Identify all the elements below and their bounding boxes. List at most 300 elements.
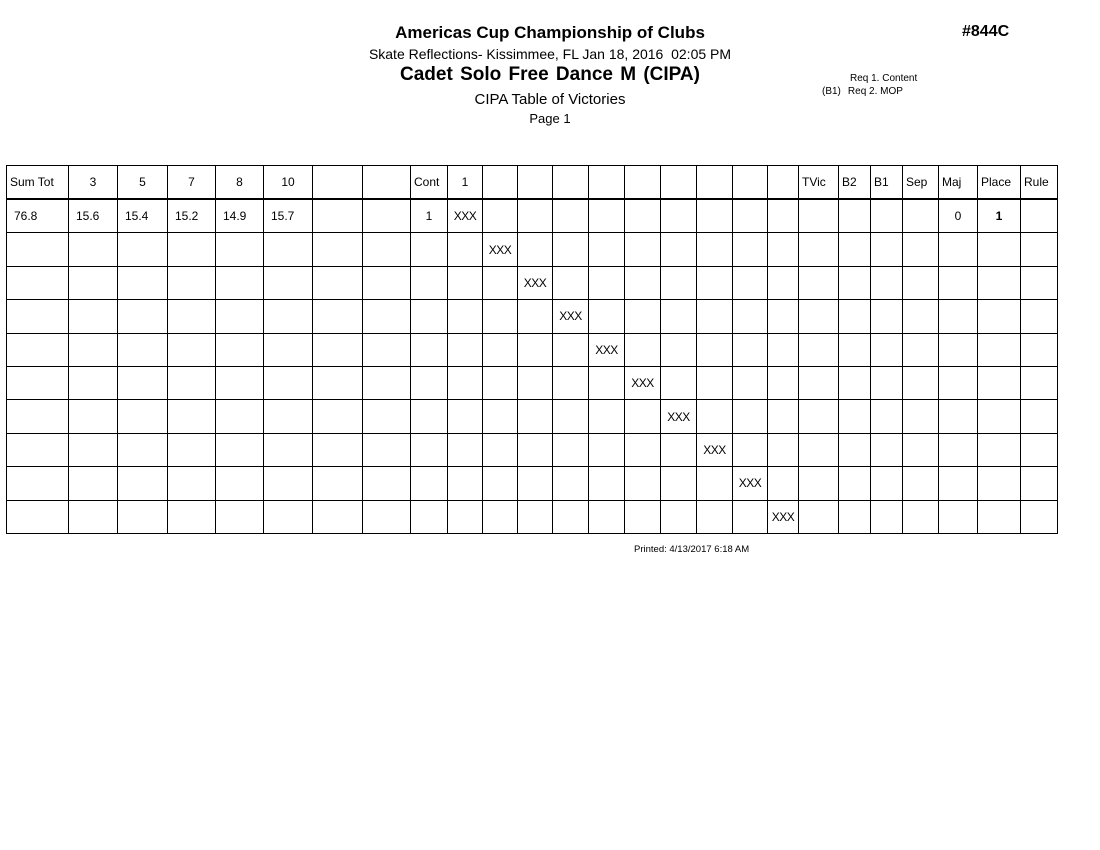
table-cell — [411, 266, 448, 299]
table-cell: 15.2 — [168, 199, 216, 233]
table-cell — [168, 433, 216, 466]
table-cell — [69, 467, 118, 500]
column-header-7: 7 — [168, 166, 216, 200]
table-cell — [733, 500, 768, 533]
table-cell — [7, 467, 69, 500]
table-cell — [625, 467, 661, 500]
page-title: Americas Cup Championship of Clubs — [395, 23, 705, 42]
table-cell — [625, 300, 661, 333]
table-cell — [363, 467, 411, 500]
table-cell — [589, 366, 625, 399]
table-cell — [553, 199, 589, 233]
column-header-blank — [661, 166, 697, 200]
table-cell — [363, 500, 411, 533]
table-cell — [518, 433, 553, 466]
table-cell — [7, 366, 69, 399]
table-row — [7, 400, 1058, 433]
table-cell — [697, 300, 733, 333]
table-cell — [839, 500, 871, 533]
table-cell — [589, 467, 625, 500]
table-cell — [7, 266, 69, 299]
table-cell — [939, 333, 978, 366]
table-cell — [518, 366, 553, 399]
table-cell — [871, 366, 903, 399]
table-cell — [697, 199, 733, 233]
table-cell — [871, 233, 903, 266]
column-header-blank — [697, 166, 733, 200]
table-cell — [216, 433, 264, 466]
table-cell — [697, 266, 733, 299]
column-header-blank — [363, 166, 411, 200]
table-cell — [7, 433, 69, 466]
table-cell — [168, 233, 216, 266]
printed-timestamp: Printed: 4/13/2017 6:18 AM — [634, 544, 750, 555]
self-cell-marker: XXX — [553, 300, 589, 333]
table-cell — [871, 400, 903, 433]
table-cell — [978, 400, 1021, 433]
table-cell — [768, 400, 799, 433]
table-cell — [733, 266, 768, 299]
table-cell — [768, 199, 799, 233]
table-row — [7, 366, 1058, 399]
table-cell — [768, 433, 799, 466]
table-cell — [661, 366, 697, 399]
table-cell — [168, 266, 216, 299]
table-cell — [978, 467, 1021, 500]
table-cell — [518, 500, 553, 533]
table-cell — [411, 333, 448, 366]
table-cell — [871, 199, 903, 233]
table-cell — [1021, 366, 1058, 399]
table-cell — [553, 233, 589, 266]
table-cell — [733, 433, 768, 466]
table-cell — [978, 233, 1021, 266]
table-cell — [661, 199, 697, 233]
table-cell — [118, 433, 168, 466]
table-cell — [978, 433, 1021, 466]
table-cell — [448, 300, 483, 333]
table-cell — [768, 300, 799, 333]
table-cell — [264, 400, 313, 433]
report-type-title: CIPA Table of Victories — [474, 91, 626, 108]
table-cell: 15.7 — [264, 199, 313, 233]
column-header-sum-tot: Sum Tot — [7, 166, 69, 200]
table-cell — [313, 233, 363, 266]
table-cell — [448, 400, 483, 433]
table-cell — [448, 500, 483, 533]
victories-table — [6, 165, 1058, 534]
table-cell: 14.9 — [216, 199, 264, 233]
table-cell — [363, 233, 411, 266]
table-cell — [448, 233, 483, 266]
table-cell — [264, 233, 313, 266]
table-cell — [839, 366, 871, 399]
table-cell — [313, 400, 363, 433]
table-cell — [168, 400, 216, 433]
table-cell — [839, 199, 871, 233]
table-cell — [1021, 433, 1058, 466]
table-cell — [118, 366, 168, 399]
column-header-blank — [313, 166, 363, 200]
table-cell — [697, 366, 733, 399]
table-cell — [799, 467, 839, 500]
table-cell — [768, 233, 799, 266]
table-cell — [625, 199, 661, 233]
table-cell — [216, 233, 264, 266]
table-cell — [264, 266, 313, 299]
table-cell — [411, 233, 448, 266]
requirement-2-label: Req 2. MOP — [847, 86, 903, 97]
table-cell — [118, 233, 168, 266]
table-cell — [69, 300, 118, 333]
table-cell — [697, 500, 733, 533]
column-header-blank — [733, 166, 768, 200]
requirement-1: Req 1. Content — [850, 73, 918, 84]
table-cell — [553, 400, 589, 433]
table-cell — [625, 266, 661, 299]
table-cell — [483, 467, 518, 500]
table-cell — [483, 433, 518, 466]
table-cell — [903, 433, 939, 466]
table-row — [7, 467, 1058, 500]
column-header-8: 8 — [216, 166, 264, 200]
table-cell — [939, 300, 978, 333]
column-header-tvic: TVic — [799, 166, 839, 200]
column-header-place: Place — [978, 166, 1021, 200]
table-cell — [448, 433, 483, 466]
table-cell — [518, 333, 553, 366]
table-cell — [939, 500, 978, 533]
table-cell — [216, 333, 264, 366]
table-cell — [589, 300, 625, 333]
table-cell — [1021, 400, 1058, 433]
table-cell — [313, 199, 363, 233]
table-cell — [661, 300, 697, 333]
table-cell — [518, 233, 553, 266]
table-cell — [697, 233, 733, 266]
table-cell — [625, 400, 661, 433]
table-row — [7, 233, 1058, 266]
table-cell — [903, 233, 939, 266]
table-cell — [411, 400, 448, 433]
table-cell — [553, 366, 589, 399]
table-cell — [168, 366, 216, 399]
table-cell — [799, 366, 839, 399]
table-cell — [264, 366, 313, 399]
table-cell — [903, 400, 939, 433]
table-cell — [799, 199, 839, 233]
table-cell — [518, 400, 553, 433]
table-cell — [871, 333, 903, 366]
table-cell — [483, 300, 518, 333]
table-cell — [661, 467, 697, 500]
table-cell — [589, 433, 625, 466]
column-header-sep: Sep — [903, 166, 939, 200]
table-cell — [7, 400, 69, 433]
table-cell: 0 — [939, 199, 978, 233]
competition-code: #844C — [962, 23, 1010, 40]
table-cell — [839, 433, 871, 466]
table-cell — [589, 500, 625, 533]
table-cell — [313, 433, 363, 466]
table-cell — [697, 400, 733, 433]
column-header-blank — [625, 166, 661, 200]
table-cell — [448, 266, 483, 299]
column-header-b1: B1 — [871, 166, 903, 200]
table-cell — [69, 400, 118, 433]
self-cell-marker: XXX — [625, 366, 661, 399]
table-row — [7, 500, 1058, 533]
table-row — [7, 433, 1058, 466]
table-row — [7, 266, 1058, 299]
table-cell — [69, 500, 118, 533]
table-cell — [871, 500, 903, 533]
table-cell: 15.4 — [118, 199, 168, 233]
requirements-block — [822, 72, 917, 98]
table-cell — [168, 500, 216, 533]
table-cell — [939, 233, 978, 266]
table-cell — [69, 433, 118, 466]
table-cell — [589, 233, 625, 266]
table-cell — [589, 199, 625, 233]
table-cell — [839, 333, 871, 366]
table-row — [7, 300, 1058, 333]
table-cell — [903, 467, 939, 500]
column-header-blank — [483, 166, 518, 200]
column-header-blank — [553, 166, 589, 200]
table-cell — [216, 400, 264, 433]
column-header-maj: Maj — [939, 166, 978, 200]
table-cell — [264, 300, 313, 333]
table-cell: 1 — [978, 199, 1021, 233]
table-cell — [216, 467, 264, 500]
table-cell — [768, 333, 799, 366]
table-cell — [483, 333, 518, 366]
table-cell — [768, 467, 799, 500]
column-header-blank — [518, 166, 553, 200]
table-cell — [448, 366, 483, 399]
event-title: Cadet Solo Free Dance M (CIPA) — [400, 64, 700, 85]
table-cell — [589, 266, 625, 299]
table-cell — [168, 300, 216, 333]
table-cell — [903, 366, 939, 399]
column-header-3: 3 — [69, 166, 118, 200]
table-cell — [903, 199, 939, 233]
table-cell — [939, 467, 978, 500]
table-cell — [363, 400, 411, 433]
self-cell-marker: XXX — [589, 333, 625, 366]
table-row — [7, 333, 1058, 366]
table-cell — [264, 333, 313, 366]
table-cell — [7, 500, 69, 533]
table-cell — [216, 500, 264, 533]
table-cell — [69, 333, 118, 366]
table-cell — [839, 266, 871, 299]
self-cell-marker: XXX — [518, 266, 553, 299]
table-cell: 1 — [411, 199, 448, 233]
requirement-2 — [822, 85, 917, 98]
self-cell-marker: XXX — [697, 433, 733, 466]
table-cell — [483, 199, 518, 233]
table-cell — [733, 199, 768, 233]
table-cell — [1021, 333, 1058, 366]
table-cell — [871, 266, 903, 299]
table-cell — [553, 333, 589, 366]
self-cell-marker: XXX — [661, 400, 697, 433]
table-cell — [553, 266, 589, 299]
table-cell — [939, 366, 978, 399]
table-cell — [264, 433, 313, 466]
table-cell — [168, 333, 216, 366]
table-cell — [411, 300, 448, 333]
table-cell — [799, 300, 839, 333]
self-cell-marker: XXX — [448, 199, 483, 233]
table-cell — [799, 433, 839, 466]
table-cell — [483, 400, 518, 433]
table-cell — [448, 467, 483, 500]
table-cell — [313, 500, 363, 533]
table-cell — [978, 300, 1021, 333]
table-cell — [1021, 266, 1058, 299]
table-cell — [264, 467, 313, 500]
table-cell — [7, 333, 69, 366]
column-header-blank — [768, 166, 799, 200]
table-cell — [939, 400, 978, 433]
table-cell — [1021, 467, 1058, 500]
table-cell — [313, 300, 363, 333]
table-cell — [903, 333, 939, 366]
self-cell-marker: XXX — [768, 500, 799, 533]
table-cell — [839, 400, 871, 433]
column-header-10: 10 — [264, 166, 313, 200]
table-cell — [118, 266, 168, 299]
table-cell — [661, 500, 697, 533]
table-row — [7, 199, 1058, 233]
table-cell — [483, 266, 518, 299]
table-cell — [799, 333, 839, 366]
table-cell — [483, 500, 518, 533]
table-cell — [978, 266, 1021, 299]
table-cell — [733, 233, 768, 266]
table-cell — [733, 366, 768, 399]
table-cell — [625, 233, 661, 266]
table-cell — [118, 400, 168, 433]
table-cell — [1021, 199, 1058, 233]
table-cell — [448, 333, 483, 366]
table-cell — [411, 433, 448, 466]
table-cell — [978, 366, 1021, 399]
self-cell-marker: XXX — [733, 467, 768, 500]
table-cell — [978, 500, 1021, 533]
table-cell — [313, 366, 363, 399]
table-cell — [625, 500, 661, 533]
column-header-1: 1 — [448, 166, 483, 200]
table-cell — [625, 433, 661, 466]
table-cell — [264, 500, 313, 533]
table-cell — [168, 467, 216, 500]
requirement-2-prefix: (B1) — [822, 86, 841, 97]
table-cell — [553, 467, 589, 500]
column-header-b2: B2 — [839, 166, 871, 200]
table-cell — [733, 333, 768, 366]
table-cell: 76.8 — [7, 199, 69, 233]
table-cell — [903, 500, 939, 533]
venue-date-line: Skate Reflections- Kissimmee, FL Jan 18, 2016 02:05 PM — [368, 46, 732, 62]
table-cell — [799, 400, 839, 433]
table-cell — [216, 366, 264, 399]
table-cell — [661, 266, 697, 299]
table-cell — [69, 266, 118, 299]
table-cell — [363, 300, 411, 333]
table-cell — [118, 467, 168, 500]
page-number: Page 1 — [529, 111, 571, 126]
table-cell — [799, 266, 839, 299]
table-cell — [363, 333, 411, 366]
table-cell — [903, 300, 939, 333]
column-header-5: 5 — [118, 166, 168, 200]
table-cell — [313, 266, 363, 299]
table-cell — [733, 400, 768, 433]
table-cell — [768, 266, 799, 299]
table-cell — [7, 233, 69, 266]
table-cell — [411, 467, 448, 500]
table-cell — [69, 233, 118, 266]
table-cell — [69, 366, 118, 399]
table-cell — [363, 199, 411, 233]
table-cell — [661, 233, 697, 266]
table-cell — [483, 366, 518, 399]
table-cell — [216, 300, 264, 333]
table-cell — [363, 433, 411, 466]
table-cell — [363, 266, 411, 299]
table-cell — [839, 467, 871, 500]
table-cell — [733, 300, 768, 333]
table-cell — [839, 233, 871, 266]
table-cell — [411, 366, 448, 399]
table-header-row — [7, 166, 1058, 200]
table-cell — [625, 333, 661, 366]
table-cell — [903, 266, 939, 299]
table-cell — [661, 433, 697, 466]
self-cell-marker: XXX — [483, 233, 518, 266]
table-cell — [216, 266, 264, 299]
table-cell — [939, 433, 978, 466]
column-header-cont: Cont — [411, 166, 448, 200]
table-cell — [313, 467, 363, 500]
table-body — [7, 199, 1058, 533]
table-cell — [118, 300, 168, 333]
table-cell — [939, 266, 978, 299]
table-cell — [518, 199, 553, 233]
table-cell — [411, 500, 448, 533]
table-cell — [1021, 500, 1058, 533]
table-cell — [978, 333, 1021, 366]
table-cell — [553, 500, 589, 533]
table-cell — [118, 333, 168, 366]
table-cell — [661, 333, 697, 366]
column-header-blank — [589, 166, 625, 200]
column-header-rule: Rule — [1021, 166, 1058, 200]
table-cell — [313, 333, 363, 366]
table-cell — [768, 366, 799, 399]
table-cell — [697, 467, 733, 500]
table-cell — [839, 300, 871, 333]
table-cell — [363, 366, 411, 399]
table-cell — [118, 500, 168, 533]
table-cell — [1021, 233, 1058, 266]
table-cell — [871, 467, 903, 500]
table-cell — [871, 433, 903, 466]
